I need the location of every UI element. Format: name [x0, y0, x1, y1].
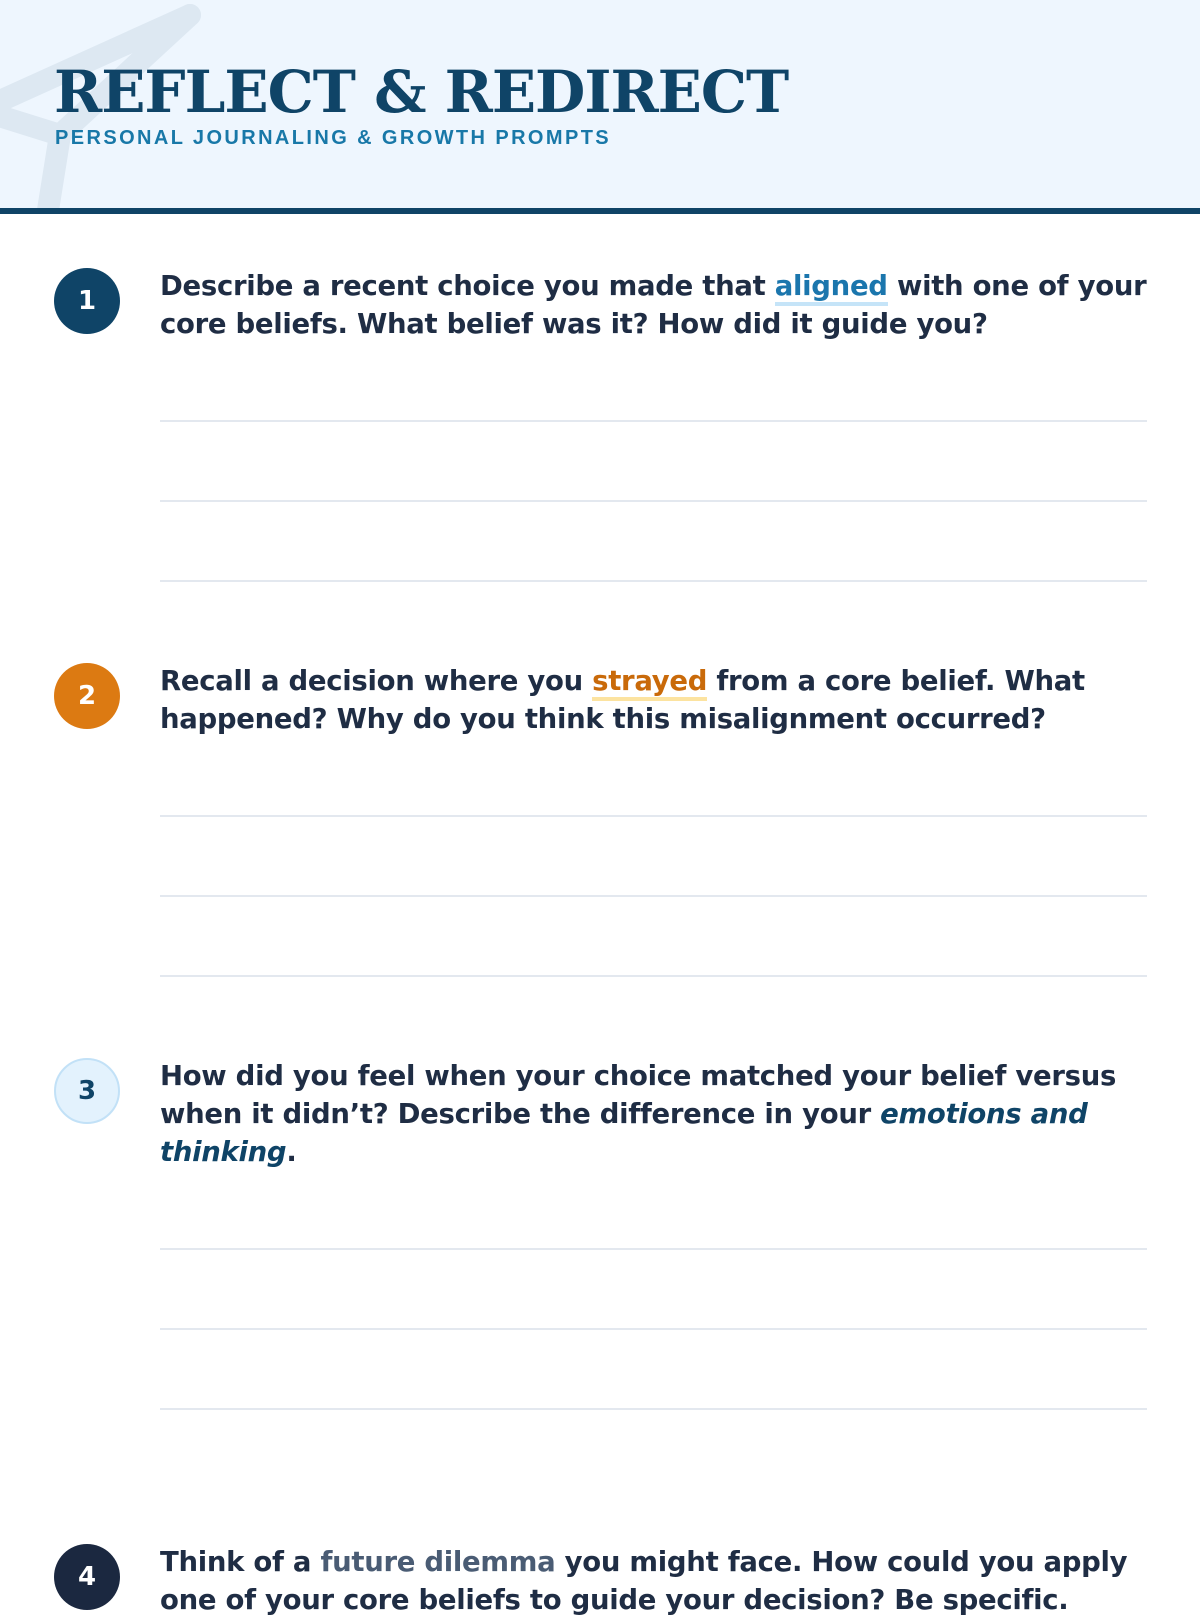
answer-line[interactable]	[160, 815, 1147, 817]
prompt-question	[160, 662, 1160, 738]
prompt-text: How did you feel when your choice matched your belief versus when it didn’t? Describe the difference in your	[160, 1060, 1117, 1130]
prompt-number-badge: 2	[54, 663, 120, 729]
prompt-question	[160, 267, 1160, 343]
prompt-text: Describe a recent choice you made that	[160, 270, 775, 302]
prompt-text: .	[286, 1136, 297, 1168]
prompt-number-badge: 3	[54, 1058, 120, 1124]
prompt-highlight: aligned	[775, 270, 888, 306]
answer-line[interactable]	[160, 1328, 1147, 1330]
prompt-question	[160, 1057, 1160, 1171]
answer-line[interactable]	[160, 580, 1147, 582]
prompt-text: Recall a decision where you	[160, 665, 593, 697]
answer-line[interactable]	[160, 1248, 1147, 1250]
prompt-question	[160, 1543, 1160, 1619]
prompt-highlight: future dilemma	[320, 1546, 556, 1578]
prompt-text: you might face. How could you apply one of your core beliefs to guide your decision? Be specific.	[160, 1546, 1128, 1616]
page-title: REFLECT & REDIRECT	[54, 58, 789, 126]
answer-line[interactable]	[160, 1408, 1147, 1410]
prompt-number-badge: 4	[54, 1544, 120, 1610]
answer-line[interactable]	[160, 420, 1147, 422]
prompt-highlight: strayed	[592, 665, 707, 701]
answer-line[interactable]	[160, 895, 1147, 897]
answer-line[interactable]	[160, 500, 1147, 502]
answer-line[interactable]	[160, 975, 1147, 977]
prompt-text: from a core belief. What happened? Why do you think this misalignment occurred?	[160, 665, 1085, 735]
page-subtitle: PERSONAL JOURNALING & GROWTH PROMPTS	[55, 127, 612, 149]
prompt-text: Think of a	[160, 1546, 321, 1578]
prompt-text: with one of your core beliefs. What belief was it? How did it guide you?	[160, 270, 1147, 340]
prompt-highlight: emotions and thinking	[160, 1098, 1088, 1168]
prompt-number-badge: 1	[54, 268, 120, 334]
page-header	[0, 0, 1200, 214]
